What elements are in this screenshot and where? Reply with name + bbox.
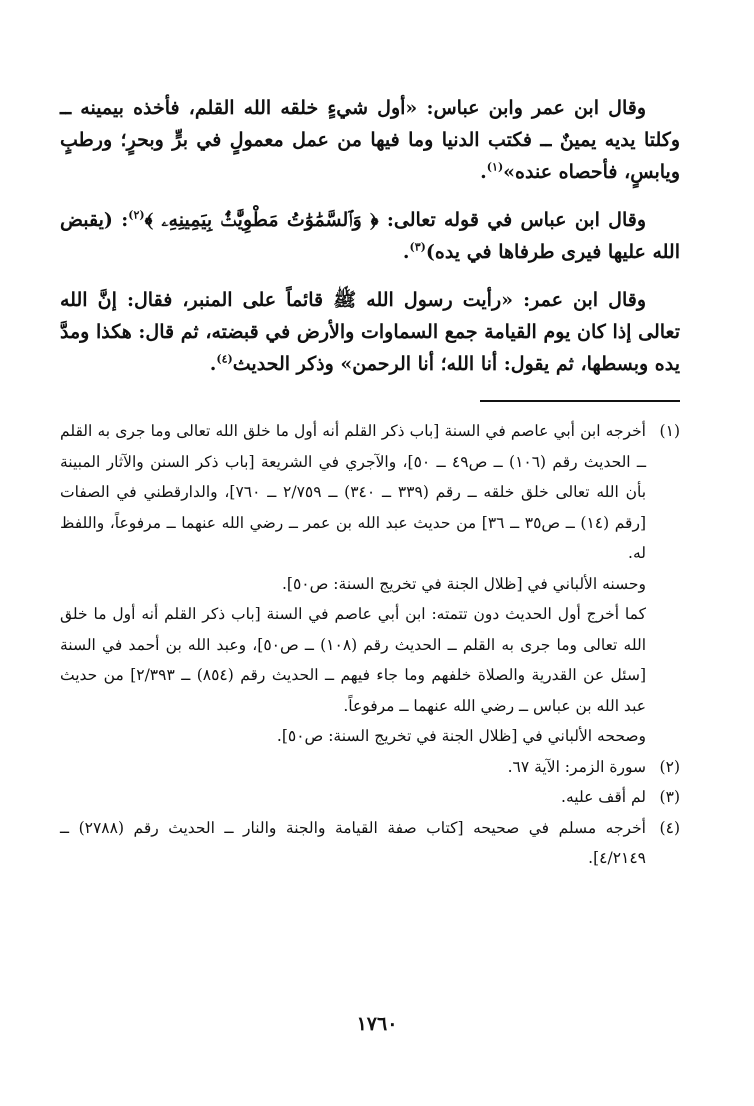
quran-verse: ﴿ وَٱلسَّمَٰوَٰتُ مَطْوِيَّٰتٌۢ بِيَمِينِهِۦ ﴾: [144, 209, 379, 231]
footnote-number: (٣): [659, 788, 680, 806]
footnote-text: سورة الزمر: الآية ٦٧.: [507, 757, 646, 776]
paragraph-end: .: [209, 353, 217, 375]
footnote-text: كما أخرج أول الحديث دون تتمته: ابن أبي عاصم في السنة [باب ذكر القلم أنه أول ما خلق الله تعالى وما جرى به القلم ــ الحديث رقم (١٠٨) ــ ص٥٠]، وعبد الله بن أحمد في السنة [سئل عن القدرية والصلاة خلفهم وما جاء فيهم ــ الحديث رقم (٨٥٤) ــ ٢/٣٩٣] من حديث عبد الله بن عباس ــ رضي الله عنهما ــ مرفوعاً.: [60, 605, 646, 715]
paragraph-text: وقال ابن عمر: «رأيت رسول الله ﷺ قائماً على المنبر، فقال: إنَّ الله تعالى إذا كان يوم القيامة جمع السماوات والأرض في قبضته، ثم قال: هكذا ومدَّ يده وبسطها، ثم يقول: أنا الله؛ أنا الرحمن» وذكر الحديث: [60, 289, 680, 375]
footnote-1: [60, 416, 680, 752]
footnote-ref-2: (٢): [128, 208, 145, 222]
footnote-number: (٤): [659, 818, 680, 837]
footnote-text: أخرجه مسلم في صحيحه [كتاب صفة القيامة والجنة والنار ــ الحديث رقم (٢٧٨٨) ــ ٤/٢١٤٩].: [60, 818, 646, 867]
paragraph-text: وقال ابن عباس في قوله تعالى:: [378, 209, 647, 231]
paragraph-end: .: [480, 161, 487, 183]
footnote-2: [60, 752, 680, 783]
paragraph-ibn-umar-ibn-abbas: [60, 92, 680, 188]
paragraph-end: .: [402, 241, 410, 263]
footnote-number: (٢): [659, 757, 680, 776]
book-page: [60, 92, 680, 874]
footnote-4: [60, 813, 680, 874]
page-number: ١٧٦٠: [356, 1013, 398, 1035]
main-text: [60, 92, 680, 380]
footnote-text: وصححه الألباني في [ظلال الجنة في تخريج السنة: ص٥٠].: [276, 727, 646, 745]
footnotes: [60, 416, 680, 874]
footnote-separator: [480, 400, 680, 402]
paragraph-ibn-umar-minbar: [60, 284, 680, 380]
footnote-3: [60, 782, 680, 813]
footnote-number: (١): [659, 422, 680, 440]
paragraph-text: : (يقبض الله عليها فيرى طرفاها في يده): [60, 209, 680, 263]
paragraph-text: وقال ابن عمر وابن عباس: «أول شيءٍ خلقه الله القلم، فأخذه بيمينه ــ وكلتا يديه يمينٌ ــ فكتب الدنيا وما فيها من عمل معمولٍ في برٍّ وبحرٍ؛ ورطبٍ ويابسٍ، فأحصاه عنده»: [60, 97, 680, 183]
paragraph-ibn-abbas-verse: [60, 204, 680, 268]
footnote-ref-4: (٤): [216, 352, 233, 366]
footnote-text: وحسنه الألباني في [ظلال الجنة في تخريج السنة: ص٥٠].: [281, 574, 646, 593]
footnote-text: أخرجه ابن أبي عاصم في السنة [باب ذكر القلم أنه أول ما خلق الله تعالى وما جرى به القلم ــ الحديث رقم (١٠٦) ــ ص٤٩ ــ ٥٠]، والآجري في الشريعة [باب ذكر السنن والآثار المبينة بأن الله تعالى خلق خلقه ــ رقم (٣٣٩ ــ ٣٤٠) ــ ٢/٧٥٩ ــ ٧٦٠]، والدارقطني في الصفات [رقم (١٤) ــ ص٣٥ ــ ٣٦] من حديث عبد الله بن عمر ــ رضي الله عنهما ــ مرفوعاً، واللفظ له.: [60, 422, 647, 562]
footnote-ref-3: (٣): [409, 240, 426, 254]
footnote-text: لم أقف عليه.: [561, 788, 646, 806]
footnote-ref-1: (١): [486, 160, 504, 174]
